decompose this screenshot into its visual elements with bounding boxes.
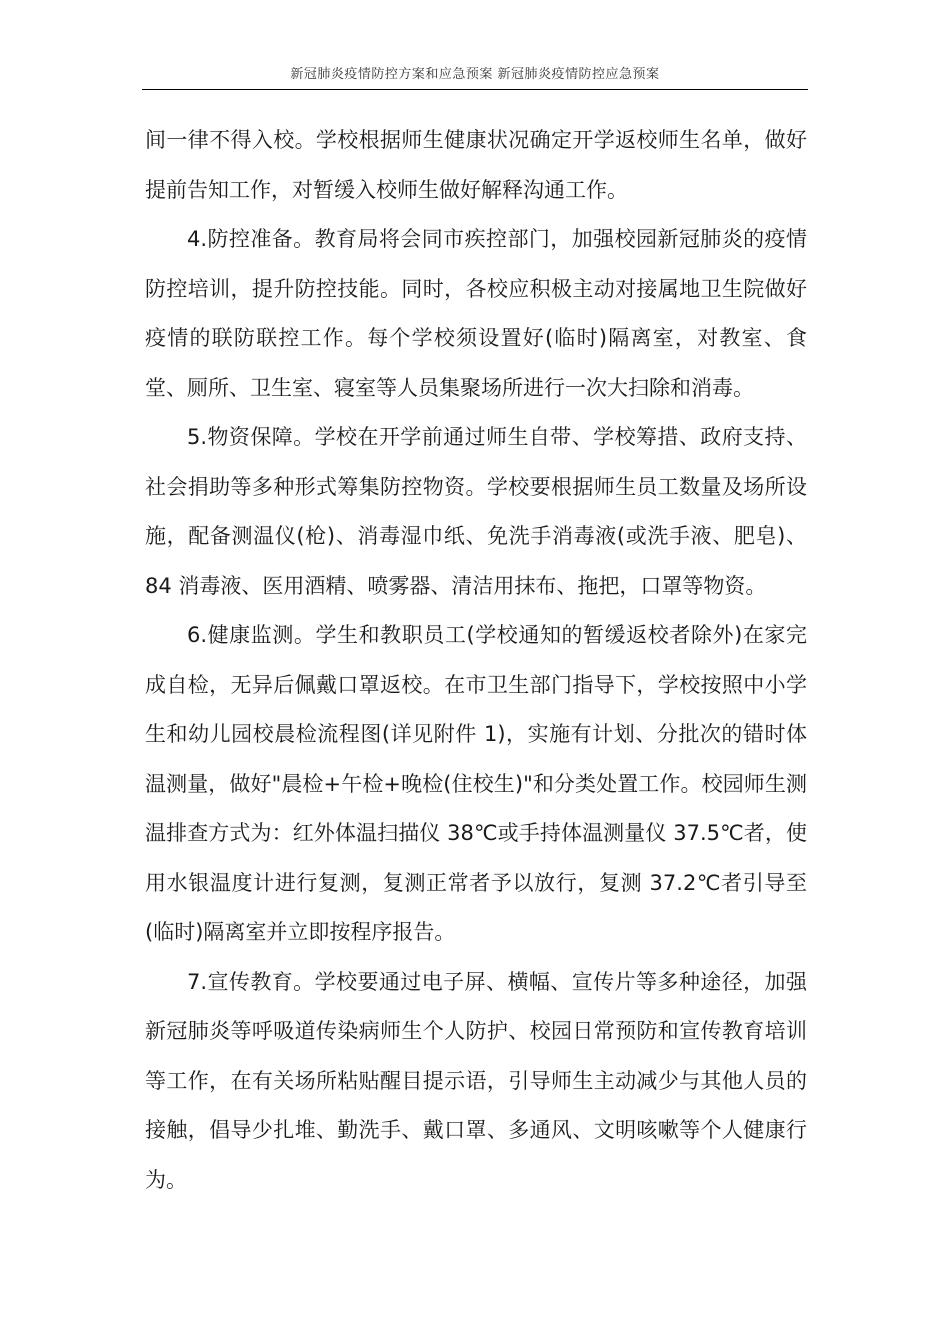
paragraph-health-monitoring: 6.健康监测。学生和教职员工(学校通知的暂缓返校者除外)在家完成自检，无异后佩戴口罩返校。在市卫生部门指导下，学校按照中小学生和幼儿园校晨检流程图(详见附件 1)，实施有计划、分批次的错时体温测量，做好"晨检+午检+晚检(住校生)"和分类处置工作。校园师生测温排查方式为：红外体温扫描仪 38℃或手持体温测量仪 37.5℃者，使用水银温度计进行复测，复测正常者予以放行，复测 37.2℃者引导至(临时)隔离室并立即按程序报告。 [145,623,807,944]
paragraph-continuation: 间一律不得入校。学校根据师生健康状况确定开学返校师生名单，做好提前告知工作，对暂缓入校师生做好解释沟通工作。 [145,128,807,202]
document-body [145,116,807,1205]
paragraph-prevention-preparation: 4.防控准备。教育局将会同市疾控部门，加强校园新冠肺炎的疫情防控培训，提升防控技能。同时，各校应积极主动对接属地卫生院做好疫情的联防联控工作。每个学校须设置好(临时)隔离室，对教室、食堂、厕所、卫生室、寝室等人员集聚场所进行一次大扫除和消毒。 [145,227,807,400]
paragraph-supplies: 5.物资保障。学校在开学前通过师生自带、学校筹措、政府支持、社会捐助等多种形式筹集防控物资。学校要根据师生员工数量及场所设施，配备测温仪(枪)、消毒湿巾纸、免洗手消毒液(或洗手液、肥皂)、84 消毒液、医用酒精、喷雾器、清洁用抹布、拖把，口罩等物资。 [145,425,807,598]
page-header: 新冠肺炎疫情防控方案和应急预案 新冠肺炎疫情防控应急预案 [290,67,660,82]
paragraph-publicity-education: 7.宣传教育。学校要通过电子屏、横幅、宣传片等多种途径，加强新冠肺炎等呼吸道传染病师生个人防护、校园日常预防和宣传教育培训等工作，在有关场所粘贴醒目提示语，引导师生主动减少与其他人员的接触，倡导少扎堆、勤洗手、戴口罩、多通风、文明咳嗽等个人健康行为。 [145,969,807,1192]
header-divider [142,89,808,90]
